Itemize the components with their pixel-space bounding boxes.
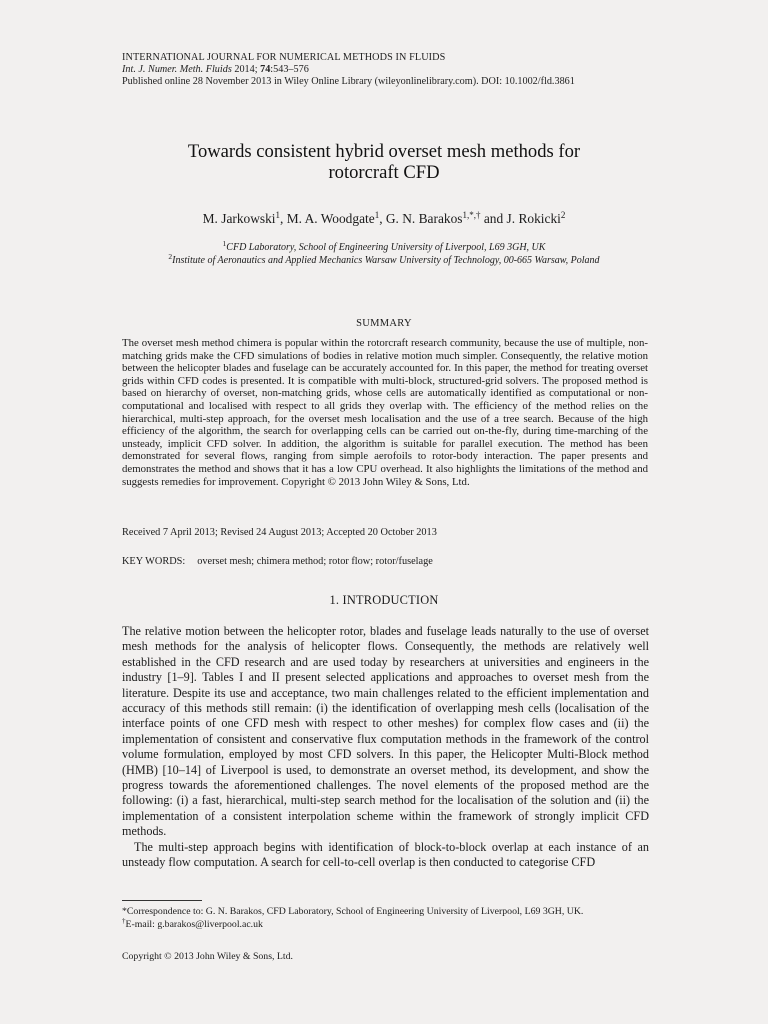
affiliation-text: CFD Laboratory, School of Engineering University of Liverpool, L69 3GH, UK [226,242,546,253]
citation-volume: 74 [260,64,271,75]
keywords-line [122,556,648,567]
author-name: G. N. Barakos [385,211,463,226]
author-name: J. Rokicki [506,211,561,226]
footnotes [122,905,649,931]
affiliation [100,254,668,267]
affiliation-text: Institute of Aeronautics and Applied Mechanics Warsaw University of Technology, 00-665 Warsaw, Poland [172,255,600,266]
affiliation-mark: 1 [222,239,227,248]
keywords-list: overset mesh; chimera method; rotor flow; rotor/fuselage [197,556,433,567]
affiliations [100,241,668,267]
author-affil-mark: 2 [560,210,566,220]
paper-title [100,141,668,183]
citation-year: 2014; [234,64,258,75]
citation-prefix: Int. J. Numer. Meth. Fluids [122,64,232,75]
introduction-body [122,624,649,871]
title-line-1: Towards consistent hybrid overset mesh methods for [187,141,581,162]
author-affil-mark: 1,*,† [462,210,481,220]
author-affil-mark: 1 [275,210,281,220]
paragraph: The multi-step approach begins with identification of block-to-block overlap at each instance of an unsteady flow computation. A search for cell-to-cell overlap is then conducted to categorise CFD [122,839,649,870]
author-separator: , [379,211,386,226]
paragraph: The relative motion between the helicopter rotor, blades and fuselage leads naturally to the use of overset mesh methods for the analysis of helicopter flows. Consequently, the methods are relatively well established in the CFD research and are used today by researchers at universities and engineers in the industry [1–9]. Tables I and II present selected applications and approaches to overset mesh from the literature. Despite its use and acceptance, two main challenges related to the efficient implementation and accuracy of this methods still remain: (i) the identification of overlapping mesh cells (localisation of the interface points of one CFD mesh with respect to other meshes) for complex flow cases and (ii) the implementation of consistent and conservative flux computation methods in the framework of the control volume formulation, employed by most CFD solvers. In this paper, the Helicopter Multi-Block method (HMB) [10–14] of Liverpool is used, to demonstrate an overset method, its development, and show the progress towards the aforementioned challenges. The novel elements of the proposed method are the following: (i) a fast, hierarchical, multi-step search method for the localisation of the solution and (ii) the implementation of a consistent interpolation scheme within the framework of strongly implicit CFD methods. [122,624,649,839]
footnote-mark: † [122,917,126,925]
footnote-email [122,918,649,931]
title-line-2: rotorcraft CFD [328,162,440,183]
summary-heading: SUMMARY [356,318,412,329]
section-heading: 1. INTRODUCTION [329,593,439,607]
author-name: M. Jarkowski [202,211,276,226]
citation-pages: :543–576 [270,64,309,75]
author-list [100,210,668,227]
received-dates: Received 7 April 2013; Revised 24 August 2013; Accepted 20 October 2013 [122,527,437,538]
abstract-text: The overset mesh method chimera is popular within the rotorcraft research community, because the use of multiple, non-matching grids make the CFD simulations of bodies in relative motion much simpler. Consequently, the relative motion between the helicopter blades and fuselage can be accurately accounted for. In this paper, the method for treating overset grids within CFD codes is presented. It is compatible with multi-block, structured-grid solvers. The proposed method is based on hierarchy of overset, non-matching grids, whose cells are automatically identified as computational or non-computational and localised with respect to all grids they overlap with. The efficiency of the method relies on the hierarchical, multi-step approach, for the overset mesh localisation and the use of a tree search. Because of the high efficiency of the algorithm, the search for overlapping cells can be carried out on-the-fly, during time-marching of the unsteady, implicit CFD solver. In addition, the algorithm is suitable for parallel execution. The method has been demonstrated for several flows, ranging from simple aerofoils to rotor-body interaction. The paper presents and demonstrates the method and shows that it has a low CPU overhead. It also highlights the limitations of the method and suggests remedies for improvement. Copyright © 2013 John Wiley & Sons, Ltd. [122,337,648,488]
author-separator: and [480,211,507,226]
author-name: M. A. Woodgate [286,211,375,226]
footnote-correspondence: *Correspondence to: G. N. Barakos, CFD Laboratory, School of Engineering University of Liverpool, L69 3GH, UK. [122,906,584,917]
email-text: E-mail: g.barakos@liverpool.ac.uk [125,919,263,930]
keywords-label: KEY WORDS: [122,556,186,567]
footnote-divider [122,900,202,901]
published-line: Published online 28 November 2013 in Wiley Online Library (wileyonlinelibrary.com). DOI: 10.1002/fld.3861 [122,76,575,87]
affiliation [100,241,668,254]
citation-line [122,64,682,76]
copyright-notice: Copyright © 2013 John Wiley & Sons, Ltd. [122,951,293,962]
author-affil-mark: 1 [374,210,380,220]
author-separator: , [280,211,287,226]
affiliation-mark: 2 [168,252,173,261]
journal-name: INTERNATIONAL JOURNAL FOR NUMERICAL METHODS IN FLUIDS [122,52,446,63]
journal-header [122,52,682,88]
